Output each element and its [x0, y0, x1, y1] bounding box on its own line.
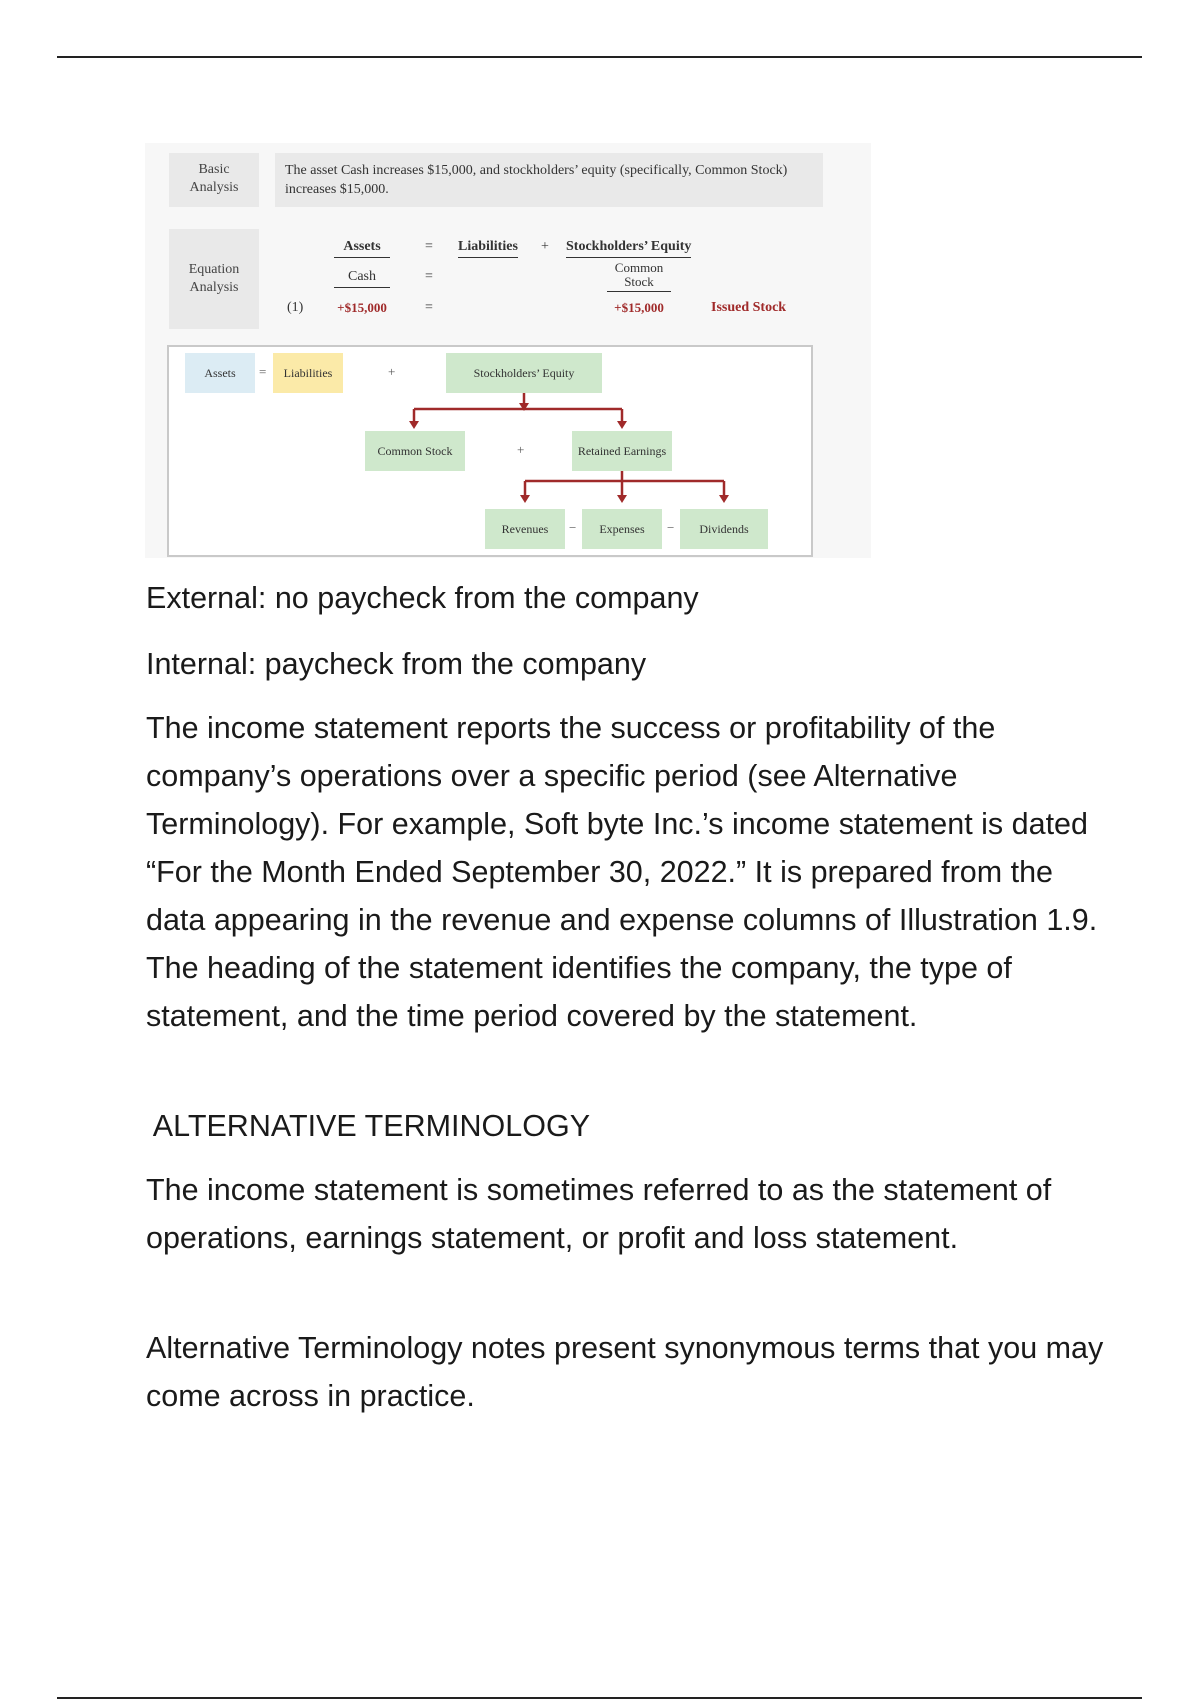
node-stockholders-equity: Stockholders’ Equity: [446, 353, 602, 393]
alternative-terminology-heading: ALTERNATIVE TERMINOLOGY: [146, 1109, 591, 1143]
equity-flowchart: [167, 345, 813, 557]
liabilities-header: Liabilities: [458, 239, 518, 258]
cash-label: Cash: [334, 269, 390, 288]
node-expenses: Expenses: [582, 509, 662, 549]
basic-analysis-label-line2: Analysis: [189, 180, 239, 195]
alternative-terminology-notes: Alternative Terminology notes present synonymous terms that you may come across in practice.: [146, 1331, 1104, 1413]
op-plus-top: +: [388, 364, 396, 379]
node-retained-earnings: Retained Earnings: [572, 431, 672, 471]
common-stock-line1: Common: [614, 260, 664, 275]
stockholders-equity-header: Stockholders’ Equity: [566, 239, 691, 258]
equation-analysis-label-line2: Analysis: [189, 280, 239, 295]
node-assets: Assets: [185, 353, 255, 393]
bottom-rule: [57, 1697, 1142, 1699]
common-stock-label: [607, 261, 671, 292]
equals-sign-header: =: [425, 239, 433, 254]
op-plus-middle: +: [517, 442, 525, 457]
node-common-stock: Common Stock: [365, 431, 465, 471]
assets-header: Assets: [334, 239, 390, 258]
equation-analysis-label-line1: Equation: [188, 262, 240, 277]
node-liabilities: Liabilities: [273, 353, 343, 393]
equation-analysis-label: [169, 261, 259, 297]
arrowhead-retained-earnings: [617, 421, 627, 429]
income-statement-paragraph: The income statement reports the success or profitability of the company’s operations over a specific period (see Alternative Terminology). For example, Soft byte Inc.’s income statement is dated “For the Month Ended September 30, 2022.” It is prepared from the data appearing in the revenue and expense columns of Illustration 1.9. The heading of the statement identifies the company, the type of statement, and the time period covered by the statement.: [146, 711, 1098, 1033]
basic-analysis-label-line1: Basic: [198, 162, 230, 177]
basic-analysis-label: [169, 161, 259, 197]
internal-line: Internal: paycheck from the company: [146, 647, 647, 681]
basic-analysis-text: The asset Cash increases $15,000, and stockholders’ equity (specifically, Common Stock) increases $15,000.: [285, 163, 788, 197]
arrowhead-common-stock: [409, 421, 419, 429]
op-minus-1: −: [569, 520, 577, 535]
cash-value: +$15,000: [337, 300, 387, 315]
issued-stock-note: Issued Stock: [711, 300, 787, 315]
node-revenues: Revenues: [485, 509, 565, 549]
external-line: External: no paycheck from the company: [146, 581, 699, 615]
alternative-terminology-text: The income statement is sometimes referred to as the statement of operations, earnings statement, or profit and loss statement.: [146, 1173, 1052, 1255]
arrowhead-revenues: [520, 495, 530, 503]
node-dividends: Dividends: [680, 509, 768, 549]
arrowhead-dividends: [719, 495, 729, 503]
op-minus-2: −: [667, 520, 675, 535]
op-equals: =: [259, 364, 267, 379]
plus-sign-header: +: [541, 239, 549, 254]
row-number: (1): [287, 300, 304, 315]
common-stock-line2: Stock: [624, 274, 654, 289]
arrowhead-expenses: [617, 495, 627, 503]
common-stock-value: +$15,000: [614, 300, 664, 315]
equals-sign-row2: =: [425, 300, 433, 315]
accounting-equation-figure: [145, 143, 871, 558]
top-rule: [57, 56, 1142, 58]
equals-sign-row1: =: [425, 269, 433, 284]
